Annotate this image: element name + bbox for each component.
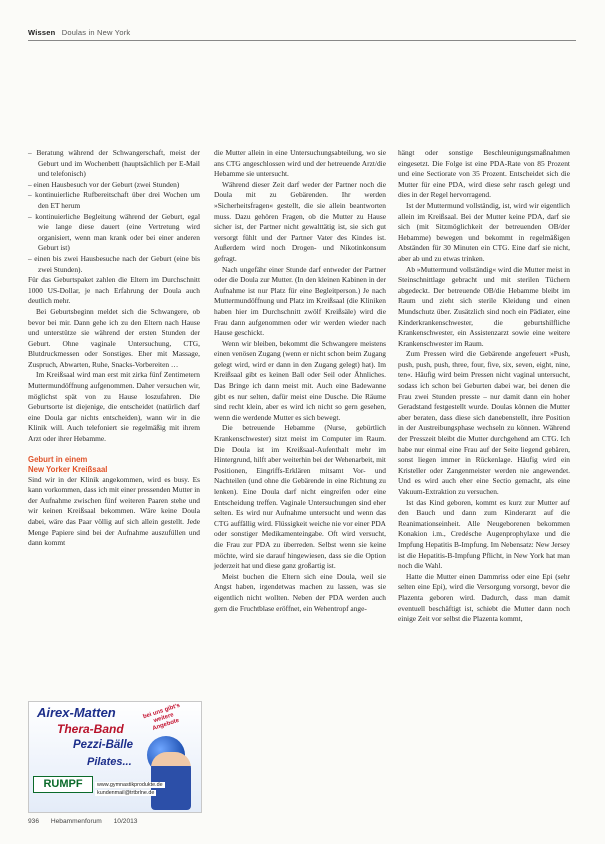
ad-website-link[interactable]: www.gymnastikprodukte.de	[97, 782, 163, 788]
column-1	[28, 148, 200, 549]
advertisement[interactable]	[28, 701, 202, 813]
paragraph: Sind wir in der Klinik angekommen, wird es busy. Es kann vorkommen, dass ich mit einer pressenden Mutter in der Aufnahme zwischen fünf weiteren Paaren stehe und wir keinen Kreißsaal bekommen. Wäre keine Doula dabei, wäre das Paar völlig auf sich allein gestellt. Jede Menge Papiere sind bei der Aufnahme auszufüllen und dann kommt	[28, 474, 200, 548]
subheading-line: Geburt in einem	[28, 454, 88, 464]
paragraph: Während dieser Zeit darf weder der Partner noch die Doula mit zu Gebärenden. Ihr werden »Sicherheitsfragen« gestellt, die sie allein beantworten muss. Dazu gehören Fragen, ob die Mutter zu Hause sicher ist, der Partner nicht gewalttätig ist, sie sich gut versorgt fühlt und der Partner Vater des Kindes ist. Außerdem wird noch Drogen- und Nikotinkonsum gefragt.	[214, 179, 386, 263]
column-3	[398, 148, 570, 625]
services-list	[28, 148, 200, 275]
paragraph: hängt oder sonstige Beschleunigungsmaßnahmen eingesetzt. Die Folge ist eine PDA-Rate von 85 Prozent und eine Sectiorate von 35 Prozent. Entscheidet sich die Mutter für eine PDA, wird diese sehr rasch gelegt und dies in der Regel hervorragend.	[398, 148, 570, 200]
paragraph: Ab »Muttermund vollständig« wird die Mutter meist in Steinschnittlage gebracht und mit sterilen Tüchern abgedeckt. Der betreuende OB/die Hebamme bleibt im Raum und zieht sich sterile Kleidung und einen Mundschutz über. Zusätzlich sind noch ein Pädiater, eine Kinderkrankenschwester, die geburtshilfliche Krankenschwester, ein Assistenzarzt sowie eine weitere Krankenschwester im Raum.	[398, 264, 570, 348]
running-header	[28, 28, 130, 37]
paragraph: die Mutter allein in eine Untersuchungsabteilung, wo sie ans CTG angeschlossen wird und der hetreuende Arzt/die Hebamme sie untersucht.	[214, 148, 386, 179]
paragraph: Wenn wir bleiben, bekommt die Schwangere meistens einen venösen Zugang (wenn er nicht schon beim Zugang gelegt wird, wird er dann in den Zugang gelegt) hat). Im Kreißsaal gibt es keinen Ball oder Seil oder Ähnliches. Das Bringe ich dann meist mit. Auch eine Badewanne gibt es nur selten, dafür meist eine Dusche. Die Räume sind recht klein, aber es wird ich nicht so gern gesehen, wenn die werdende Mutter es sich bewegt.	[214, 338, 386, 422]
list-item: – einen bis zwei Hausbesuche nach der Geburt (eine bis zwei Stunden).	[28, 254, 200, 275]
list-item: – kontinuierliche Rufbereitschaft über drei Wochen um den ET herum	[28, 190, 200, 211]
ad-line: Thera-Band	[57, 722, 124, 736]
ad-line: Pilates...	[87, 756, 132, 768]
header-rule	[28, 40, 576, 41]
paragraph: Für das Geburtspaket zahlen die Eltern im Durchschnitt 1000 US-Dollar, je nach Erfahrung der Doula auch deutlich mehr.	[28, 275, 200, 306]
page-number: 936	[28, 818, 40, 825]
ad-line: Pezzi-Bälle	[73, 739, 134, 751]
paragraph: Zum Pressen wird die Gebärende angefeuert »Push, push, push, push, three, four, five, six, seven, eight, nine, ten«. Häufig wird beim Pressen nicht vaginal untersucht, sodass ich schon bei Geburten dabei war, bei denen die Frau zwei Stunden presste – nur damit dann ein hoher Geradstand festgestellt wurde. Doulas können die Mutter aber beraten, dass diese sich danebenstellt, ihre Position in der Austreibungsphase wechseln zu können. Während der Presszeit bleibt die Mutter durchgehend am CTG. Ich habe nur einmal eine Frau auf der Seite liegend gebären, sonst liegen immer in Rückenlage. Häufig wird ein Kristeller oder Zangenmeister werden nie angewendet. Und es wird auch eher eine Sectio gemacht, als eine Vakuum-Extraktion zu versuchen.	[398, 349, 570, 496]
ad-badge: bei uns gibt's weitere Angebote	[142, 702, 181, 732]
magazine-name: Hebammenforum	[50, 818, 102, 825]
paragraph: Bei Geburtsbeginn meldet sich die Schwangere, ob bevor bei mir. Dann gehe ich zu den Eltern nach Hause und unterstütze sie während der ersten Stunden der Geburt. Ohne vaginale Untersuchung, CTG, Blutdruckmessen oder Sonstiges. Eher mit Massage, Zuspruch, Abwarten, Ruhe, Snacks-Vorbereiten …	[28, 306, 200, 369]
brand-logo: RUMPF	[33, 776, 93, 793]
paragraph: Ist das Kind geboren, kommt es kurz zur Mutter auf den Bauch und dann zum Kinderarzt auf die Reanimationseinheit. Alle Neugeborenen bekommen Konakion i.m., Credésche Augenprophylaxe und die Impfung Hepatitis B-Impfung. Im Nebensatz: New Jersey ist die Hepatitis-B-Impfung Pflicht, in New York hat man noch die Wahl.	[398, 497, 570, 571]
column-2	[214, 148, 386, 614]
paragraph: Im Kreißsaal wird man erst mit zirka fünf Zentimetern Muttermundöffnung aufgenommen. Daher versuchen wir, möglichst spät von zu Hause loszufahren. Die Geburtsorte ist diejenige, die entscheidet (natürlich darf eine Doula gar nichts entscheiden), wann wir in die Klinik will. Auch telefoniert sie regelmäßig mit ihrem Arzt oder ihrer Hebamme.	[28, 370, 200, 444]
person-image	[151, 752, 191, 810]
subheading-line: New Yorker Kreißsaal	[28, 464, 108, 474]
page-footer	[28, 818, 147, 825]
paragraph: Meist buchen die Eltern sich eine Doula, weil sie Angst haben, irgendetwas machen zu lassen, was sie eigentlich nicht wollten. Neben der PDA werden auch gern die Fruchtblase eröffnet, ein Wehentropf ange-	[214, 571, 386, 613]
issue-number: 10/2013	[113, 818, 138, 825]
paragraph: Ist der Muttermund vollständig, ist, wird wir eigentlich allein im Kreißsaal. Bei der Mutter keine PDA, darf sie sich (mit Sitzmöglichkeit der betreuenden OB/der Hebamme) bewegen und bekommt in regelmäßigen Abständen für 30 Minuten ein CTG. Eine darf sie nicht, aber ab und zu etwas trinken.	[398, 200, 570, 263]
list-item: – Beratung während der Schwangerschaft, meist der Geburt und im Wochenbett (hauptsächlich per E-Mail und telefonisch)	[28, 148, 200, 180]
paragraph: Nach ungefähr einer Stunde darf entweder der Partner oder die Doula zur Mutter. (In den kleinen Kabinen in der Aufnahme ist nur Platz für eine Begleitperson.) Je nach Muttermundöffnung und Platz im Kreißsaal (die Kliniken haben hier im Durchschnitt zwölf Kreißsäle) wird die Frau dann aufgenommen oder wir werden wieder nach Hause geschickt.	[214, 264, 386, 338]
paragraph: Hatte die Mutter einen Dammriss oder eine Epi (sehr selten eine Epi), wird die Versorgung vorsorgt, bevor die Plazenta geboren wird. Dadurch, dass man damit eventuell beschäftigt ist, schiebt die Mutter dann noch einige Zeit vor selbst die Plazenta kommt,	[398, 571, 570, 624]
subheading	[28, 455, 200, 475]
ad-line: Airex-Matten	[37, 705, 116, 720]
paragraph: Die betreuende Hebamme (Nurse, gebürtlich Krankenschwester) sitzt meist im Computer im Raum. Die Doula ist im Kreißsaal-Aufenthalt mehr im Hintergrund, hilft aber weiterhin bei der Wehenarbeit, mit Positionen, Eingriffs-Erklären mitsamt Vor- und Nachteilen (und ohne die Gebärende in eine Richtung zu lenken). Eine Doula darf nicht eingreifen oder eine Entscheidung treffen. Vaginale Untersuchungen sind eher selten. Es wird nur Aufnahme untersucht und wenn das CTG auffällig wird. Flüssigkeit weiche nie vor einer PDA oder sonstiger Medikamenteingabe. Oft wird versucht, die Frau zur PDA zu überreden. Selbst wenn sie keine möchte, wird sie darauf hingewiesen, dass sie die Option jederzeit hat und diese ganz großartig ist.	[214, 423, 386, 571]
ad-email-link[interactable]: kundenmail@trtbrlne.de	[97, 790, 155, 796]
section-label: Wissen	[28, 28, 56, 37]
section-subtitle: Doulas in New York	[61, 28, 131, 37]
list-item: – kontinuierliche Begleitung während der Geburt, egal wie lange diese dauert (eine Vertretung wird organisiert, wenn man krank oder bei einer anderen Geburt ist)	[28, 212, 200, 254]
list-item: – einen Hausbesuch vor der Geburt (zwei Stunden)	[28, 180, 200, 191]
